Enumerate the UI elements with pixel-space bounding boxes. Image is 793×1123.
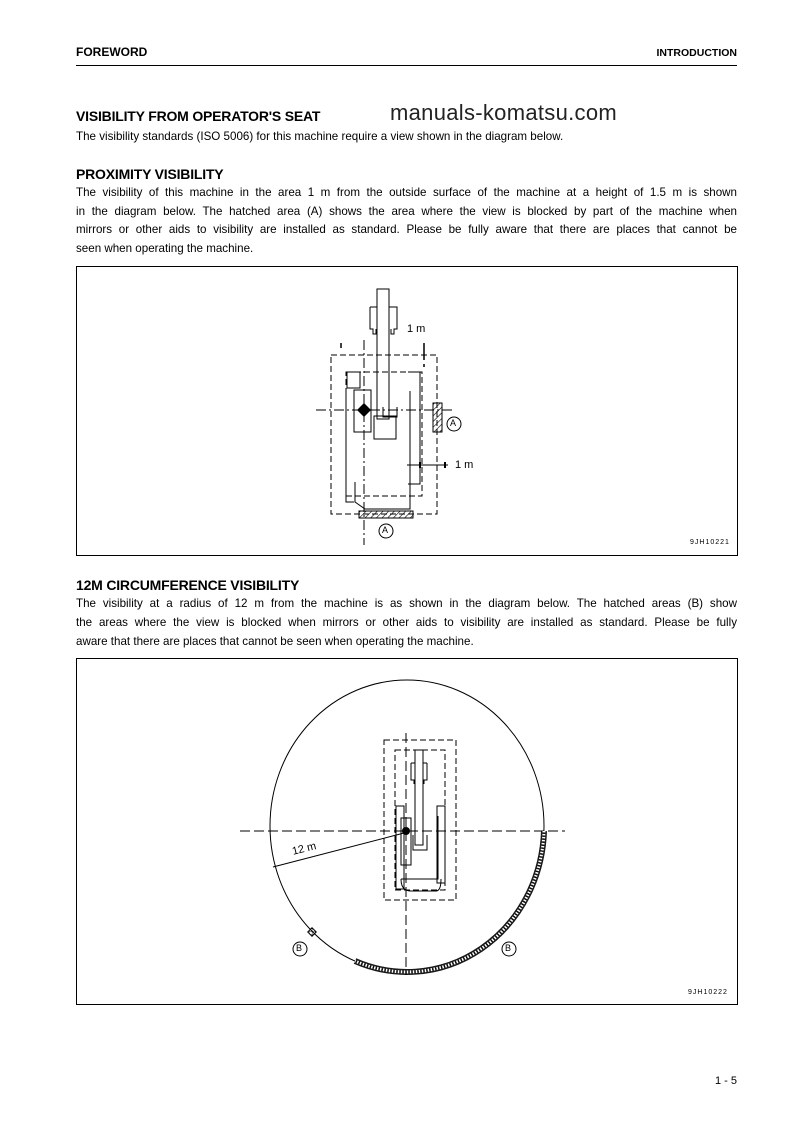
figure-id: 9JH10221 [690,539,730,546]
paragraph-line: mirrors or other aids to visibility are installed as standard. Please be fully aware that there are places that cannot be [76,223,737,236]
paragraph-line: the areas where the view is blocked when mirrors or other aids to visibility are installed as standard. Please be fully [76,616,737,629]
paragraph-line: The visibility standards (ISO 5006) for this machine require a view shown in the diagram below. [76,130,564,143]
hatched-area-a-side [433,403,442,432]
paragraph-line: in the diagram below. The hatched area (A) shows the area where the view is blocked by part of the machine when [76,205,737,218]
paragraph-line: The visibility at a radius of 12 m from the machine is as shown in the diagram below. The hatched areas (B) show [76,597,737,610]
label-1m-front: 1 m [407,323,426,335]
label-12m-radius: 12 m [290,840,318,858]
operator-seat-marker [357,403,371,417]
hatched-area-b-small [308,928,316,936]
heading-12m-circumference: 12M CIRCUMFERENCE VISIBILITY [76,577,300,593]
paragraph-line: The visibility of this machine in the area 1 m from the outside surface of the machine at a height of 1.5 m is shown [76,186,737,199]
header-section-title: FOREWORD [76,45,148,59]
excavator-top-view-proximity [316,289,453,545]
page-number: 1 - 5 [714,1075,737,1087]
header-chapter-title: INTRODUCTION [656,47,737,59]
paragraph-line: aware that there are places that cannot be seen when operating the machine. [76,635,474,648]
area-b-label-right: B [505,943,512,953]
watermark: manuals-komatsu.com [390,100,617,125]
paragraph-line: seen when operating the machine. [76,242,254,255]
label-1m-side: 1 m [455,459,474,471]
excavator-top-view-12m [240,680,565,975]
operator-seat-marker-12m [402,827,410,835]
area-a-label-side: A [450,418,457,428]
heading-visibility-operator-seat: VISIBILITY FROM OPERATOR'S SEAT [76,108,321,124]
figure-id: 9JH10222 [688,989,728,996]
area-b-label-left: B [296,943,303,953]
hatched-area-a-rear [359,511,413,518]
area-a-label-rear: A [382,525,389,535]
heading-proximity-visibility: PROXIMITY VISIBILITY [76,166,224,182]
